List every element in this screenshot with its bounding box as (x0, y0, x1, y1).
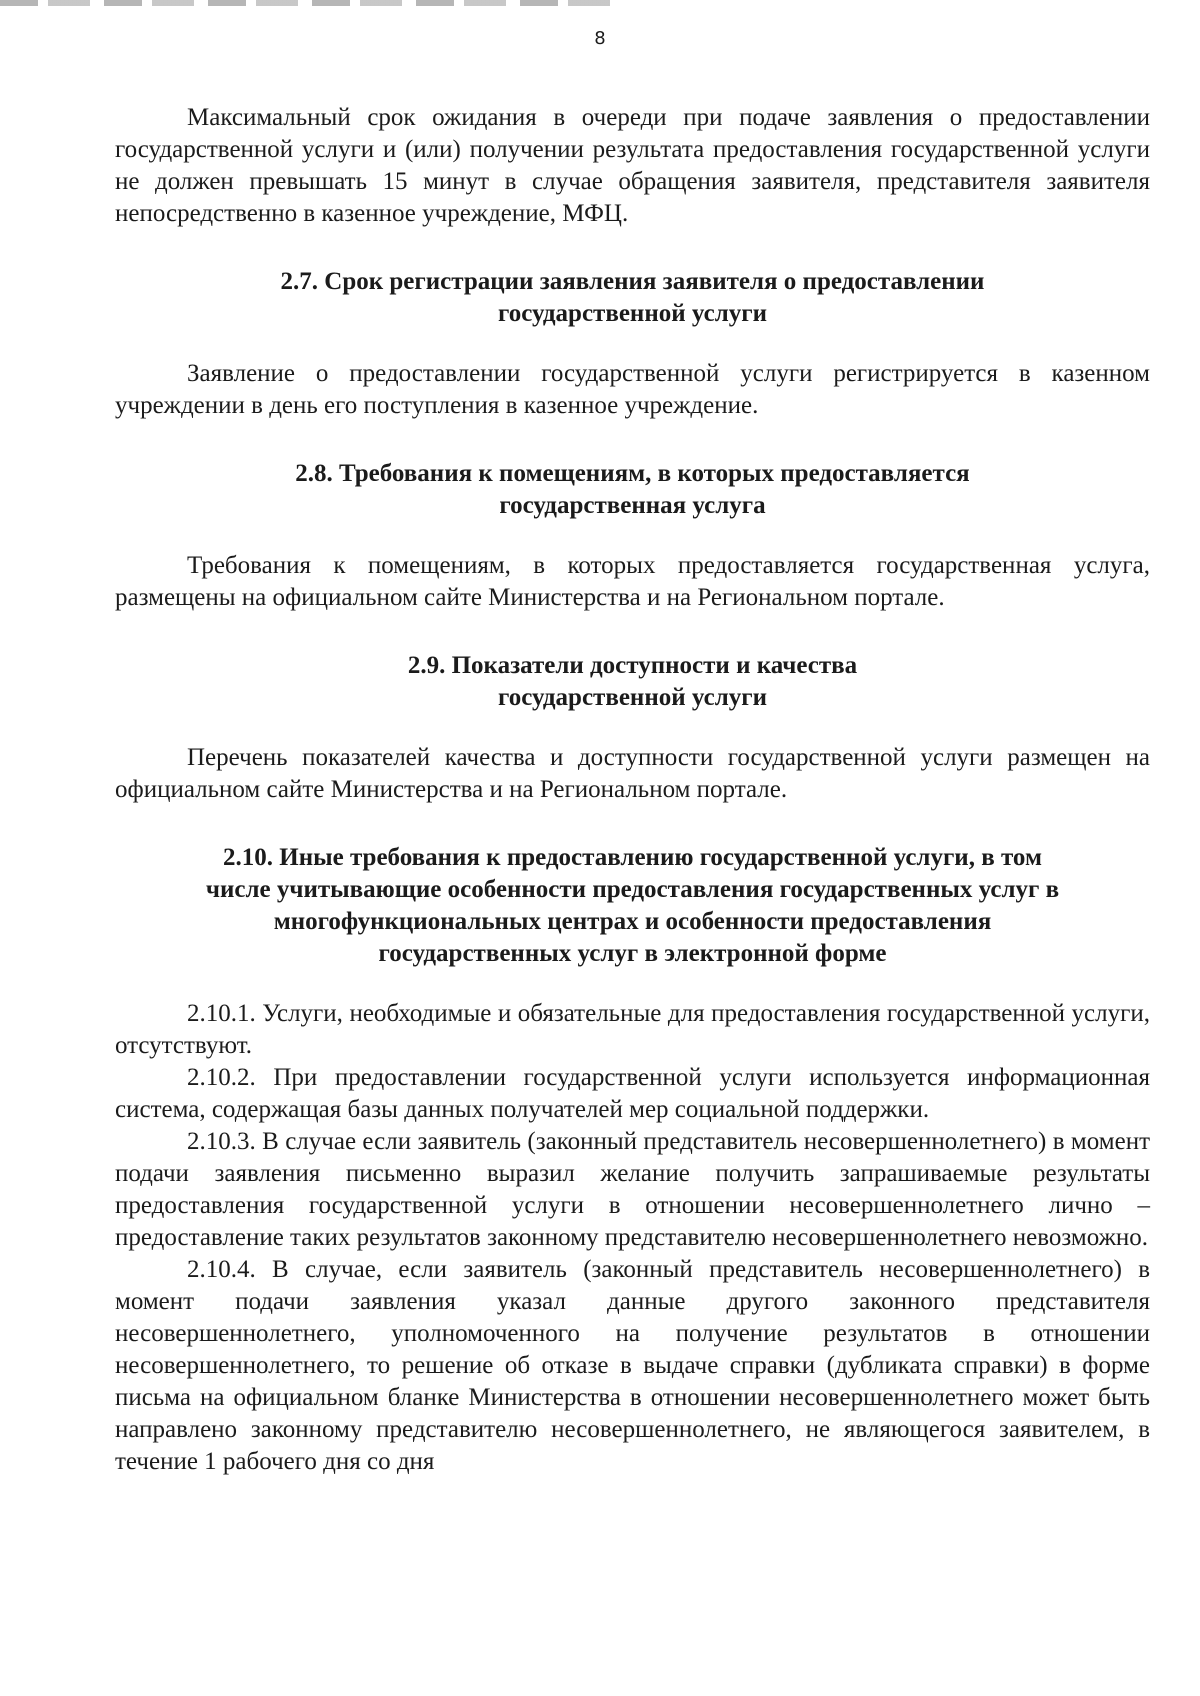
section-2-7-heading (115, 266, 1150, 330)
document-body (115, 102, 1150, 1478)
clause-2-10-3: 2.10.3. В случае если заявитель (законный представитель несовершеннолетнего) в момент подачи заявления письменно выразил желание получить запрашиваемые результаты предоставления государственной услуги в отношении несовершеннолетнего лично – предоставление таких результатов законному представителю несовершеннолетнего невозможно. (115, 1128, 1150, 1251)
heading-line: государственной услуги (497, 684, 768, 711)
heading-line: 2.7. Срок регистрации заявления заявителя о предоставлении (280, 268, 985, 295)
heading-line: 2.8. Требования к помещениям, в которых предоставляется (295, 460, 970, 487)
heading-line: многофункциональных центрах и особенности предоставления (273, 908, 992, 935)
section-2-10-heading (115, 842, 1150, 970)
heading-line: государственной услуги (497, 300, 768, 327)
heading-line: числе учитывающие особенности предоставления государственных услуг в (205, 876, 1060, 903)
heading-line: 2.10. Иные требования к предоставлению государственной услуги, в том (223, 844, 1042, 871)
page-number: 8 (594, 28, 606, 49)
heading-line: государственных услуг в электронной форме (378, 940, 887, 967)
clause-2-10-1: 2.10.1. Услуги, необходимые и обязательные для предоставления государственной услуги, отсутствуют. (115, 1000, 1150, 1059)
heading-line: государственная услуга (499, 492, 766, 519)
heading-line: 2.9. Показатели доступности и качества (407, 652, 858, 679)
section-2-8-heading (115, 458, 1150, 522)
paragraph-queue-time: Максимальный срок ожидания в очереди при подаче заявления о предоставлении государственной услуги и (или) получении результата предоставления государственной услуги не должен превышать 15 минут в случае обращения заявителя, представителя заявителя непосредственно в казенное учреждение, МФЦ. (115, 104, 1150, 227)
scan-edge-artifact (0, 0, 620, 6)
section-2-9-paragraph: Перечень показателей качества и доступности государственной услуги размещен на официальном сайте Министерства и на Региональном портале. (115, 744, 1150, 803)
section-2-8-paragraph: Требования к помещениям, в которых предоставляется государственная услуга, размещены на официальном сайте Министерства и на Региональном портале. (115, 552, 1150, 611)
section-2-7-paragraph: Заявление о предоставлении государственной услуги регистрируется в казенном учреждении в день его поступления в казенное учреждение. (115, 360, 1150, 419)
clause-2-10-2: 2.10.2. При предоставлении государственной услуги используется информационная система, содержащая базы данных получателей мер социальной поддержки. (115, 1064, 1150, 1123)
section-2-9-heading (115, 650, 1150, 714)
clause-2-10-4: 2.10.4. В случае, если заявитель (законный представитель несовершеннолетнего) в момент подачи заявления указал данные другого законного представителя несовершеннолетнего, уполномоченного на получение результатов в отношении несовершеннолетнего, то решение об отказе в выдаче справки (дубликата справки) в форме письма на официальном бланке Министерства в отношении несовершеннолетнего может быть направлено законному представителю несовершеннолетнего, не являющегося заявителем, в течение 1 рабочего дня со дня (115, 1256, 1150, 1475)
